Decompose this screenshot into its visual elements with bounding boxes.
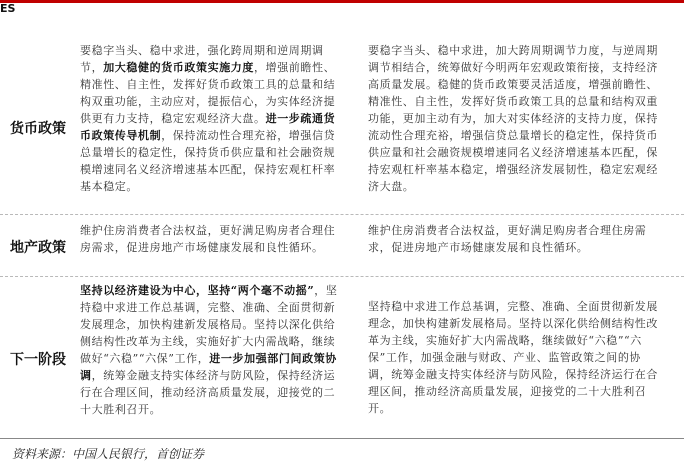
source-note: 资料来源：中国人民银行，首创证券 xyxy=(12,447,205,461)
emphasized-phrase: 坚持以经济建设为中心，坚持“两个毫不动摇” xyxy=(80,284,315,297)
emphasized-phrase: 加大稳健的货币政策实施力度 xyxy=(103,61,255,74)
row-label-monetary-policy: 货币政策 xyxy=(10,121,66,137)
next-stage-current-text: 坚持稳中求进工作总基调，完整、准确、全面贯彻新发展理念，加快构建新发展格局。坚持以深化供给侧结构性改革为主线，实施好扩大内需战略，继续做好“六稳”“六保”工作，加强金融与财政、产业、监管政策之间的协调，统筹金融支持实体经济与防风险，保持经济运行在合理区间，推动经济高质量发展，迎接党的二十大胜利召开。 xyxy=(368,300,658,415)
emphasized-phrase: 进一步疏通货币政策传导机制 xyxy=(80,112,336,142)
header-corner-text: ES xyxy=(0,2,16,15)
text-segment: 维护住房消费者合法权益，更好满足购房者合理住房需求，促进房地产市场健康发展和良性循环。 xyxy=(80,224,336,254)
bottom-rule xyxy=(0,438,684,439)
text-segment: ，增强前瞻性、精准性、自主性，发挥好货币政策工具的总量和结构双重功能，主动应对，提振信心，为实体经济提供更有力支持，稳定宏观经济大盘。 xyxy=(80,61,336,125)
property-policy-current-text: 维护住房消费者合法权益，更好满足购房者合理住房需求，促进房地产市场健康发展和良性循环。 xyxy=(368,224,647,254)
monetary-policy-current-text: 要稳字当头、稳中求进，加大跨周期调节力度，与逆周期调节相结合，统筹做好今明两年宏观政策衔接，支持经济高质量发展。稳健的货币政策要灵活适度，增强前瞻性、精准性、自主性，发挥好货币政策工具的总量和结构双重功能，更加主动有为，加大对实体经济的支持力度，保持流动性合理充裕，增强信贷总量增长的稳定性，保持货币供应量和社会融资规模增速同名义经济增速基本匹配，保持宏观杠杆率基本稳定，增强经济发展韧性，稳定宏观经济大盘。 xyxy=(368,44,658,193)
text-segment: 要稳字当头、稳中求进，强化跨周期和逆周期调节， xyxy=(80,44,324,74)
property-policy-previous-text xyxy=(80,222,346,256)
text-segment: ，统筹金融支持实体经济与防风险，保持经济运行在合理区间，推动经济高质量发展，迎接党的二十大胜利召开。 xyxy=(80,369,336,416)
next-stage-previous-text xyxy=(80,282,346,418)
row-label-property-policy: 地产政策 xyxy=(10,240,66,256)
row-divider xyxy=(0,214,684,215)
row-divider xyxy=(0,276,684,277)
text-segment: ，保持流动性合理充裕，增强信贷总量增长的稳定性，保持货币供应量和社会融资规模增速同名义经济增速基本匹配，保持宏观杠杆率基本稳定。 xyxy=(80,129,336,193)
emphasized-phrase: 进一步加强部门间政策协调 xyxy=(80,352,337,382)
row-label-next-stage: 下一阶段 xyxy=(10,352,66,368)
monetary-policy-previous-text xyxy=(80,42,346,195)
top-red-rule xyxy=(0,0,684,3)
text-segment: ，坚持稳中求进工作总基调，完整、准确、全面贯彻新发展理念，加快构建新发展格局。坚持以深化供给侧结构性改革为主线，实施好扩大内需战略，继续做好“六稳”“六保”工作， xyxy=(80,284,338,365)
